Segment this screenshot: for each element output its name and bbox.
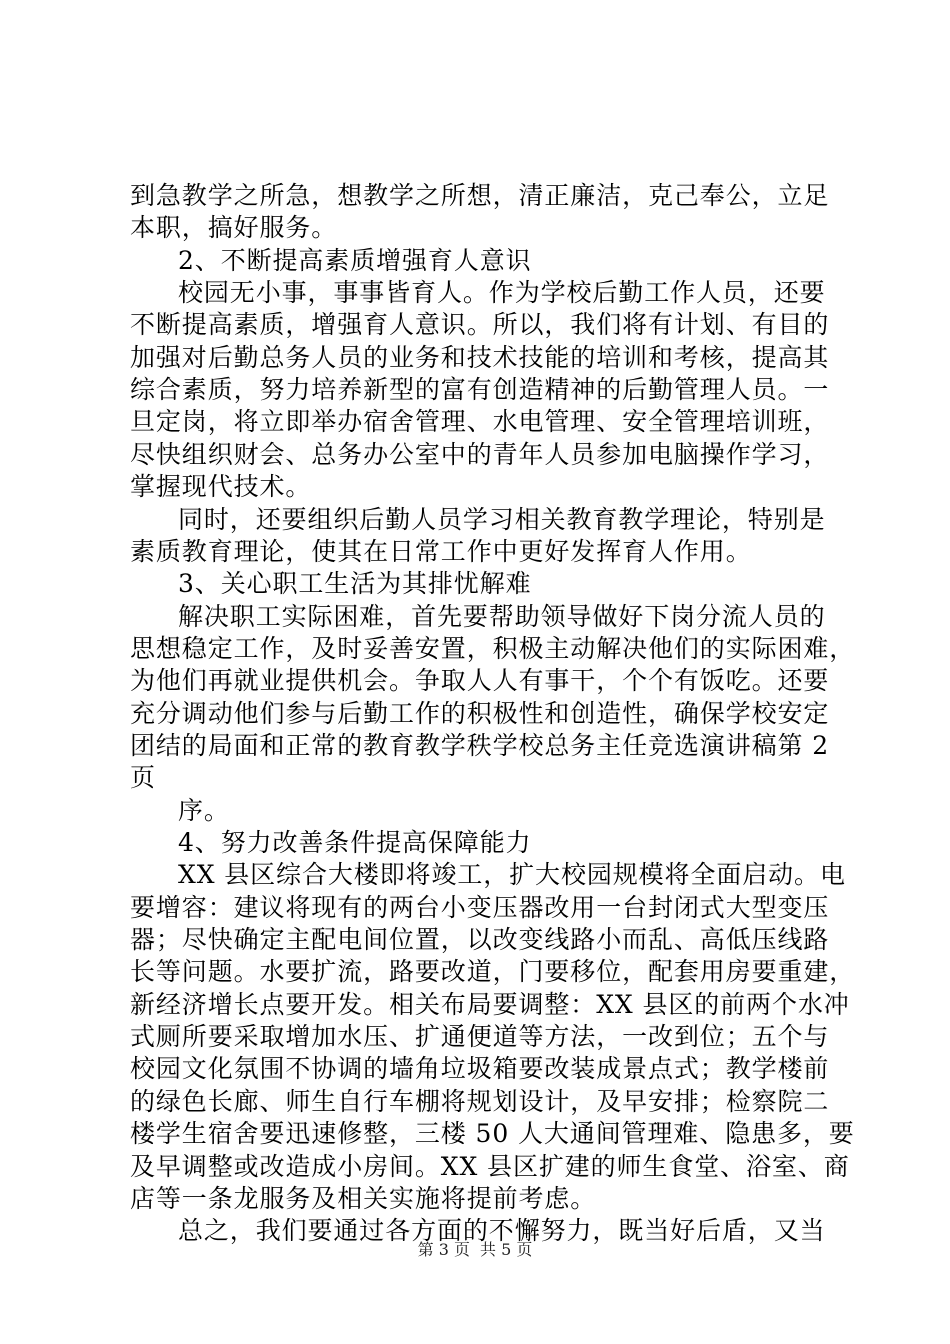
text-line: 掌握现代技术。 [130,472,312,502]
page-footer [0,1240,950,1260]
text-line: 到急教学之所急，想教学之所想，清正廉洁，克己奉公，立足 [130,181,830,210]
text-line: 为他们再就业提供机会。争取人人有事干，个个有饭吃。还要 [130,666,830,696]
text-line: 本职，搞好服务。 [130,213,338,243]
text-line: 尽快组织财会、总务办公室中的青年人员参加电脑操作学习， [130,439,830,469]
text-line: 旦定岗，将立即举办宿舍管理、水电管理、安全管理培训班， [130,407,830,437]
text-line: 素质教育理论，使其在日常工作中更好发挥育人作用。 [130,536,752,566]
text-line: 的绿色长廊、师生自行车棚将规划设计，及早安排；检察院二 [130,1086,830,1116]
text-line: 4、努力改善条件提高保障能力 [178,828,532,857]
text-line: 新经济增长点要开发。相关布局要调整：XX 县区的前两个水冲 [130,989,850,1019]
text-line: 序。 [178,795,230,825]
text-line: 楼学生宿舍要迅速修整，三楼 50 人大通间管理难、隐患多，要 [130,1119,855,1149]
text-line: 长等问题。水要扩流，路要改道，门要移位，配套用房要重建， [130,957,856,987]
page-total: 共 5 页 [480,1240,533,1259]
text-line: 团结的局面和正常的教育教学秩学校总务主任竞选演讲稿第 2 [130,730,830,760]
page-number: 第 3 页 [417,1240,470,1259]
text-line: 解决职工实际困难，首先要帮助领导做好下岗分流人员的 [178,601,826,631]
text-line: 充分调动他们参与后勤工作的积极性和创造性，确保学校安定 [130,698,830,728]
text-line: 同时，还要组织后勤人员学习相关教育教学理论，特别是 [178,504,826,534]
text-line: 要增容：建议将现有的两台小变压器改用一台封闭式大型变压 [130,892,830,922]
text-line: 校园无小事，事事皆育人。作为学校后勤工作人员，还要 [178,278,826,308]
text-line: 器；尽快确定主配电间位置，以改变线路小而乱、高低压线路 [130,925,830,955]
text-line: 2、不断提高素质增强育人意识 [178,245,532,275]
text-line: 总之，我们要通过各方面的不懈努力，既当好后盾，又当 [178,1216,826,1246]
text-line: 式厕所要采取增加水压、扩通便道等方法，一改到位；五个与 [130,1022,830,1052]
text-line: 店等一条龙服务及相关实施将提前考虑。 [130,1183,597,1213]
text-line: 不断提高素质，增强育人意识。所以，我们将有计划、有目的 [130,310,830,340]
text-line: 加强对后勤总务人员的业务和技术技能的培训和考核，提高其 [130,342,830,372]
text-line: 页 [130,763,156,793]
text-line: 校园文化氛围不协调的墙角垃圾箱要改装成景点式；教学楼前 [130,1054,830,1084]
text-line: 3、关心职工生活为其排忧解难 [178,569,532,599]
text-line: XX 县区综合大楼即将竣工，扩大校园规模将全面启动。电 [178,860,846,890]
text-line: 及早调整或改造成小房间。XX 县区扩建的师生食堂、浴室、商 [130,1151,850,1181]
text-line: 综合素质，努力培养新型的富有创造精神的后勤管理人员。一 [130,375,830,405]
text-line: 思想稳定工作，及时妥善安置，积极主动解决他们的实际困难， [130,633,856,663]
